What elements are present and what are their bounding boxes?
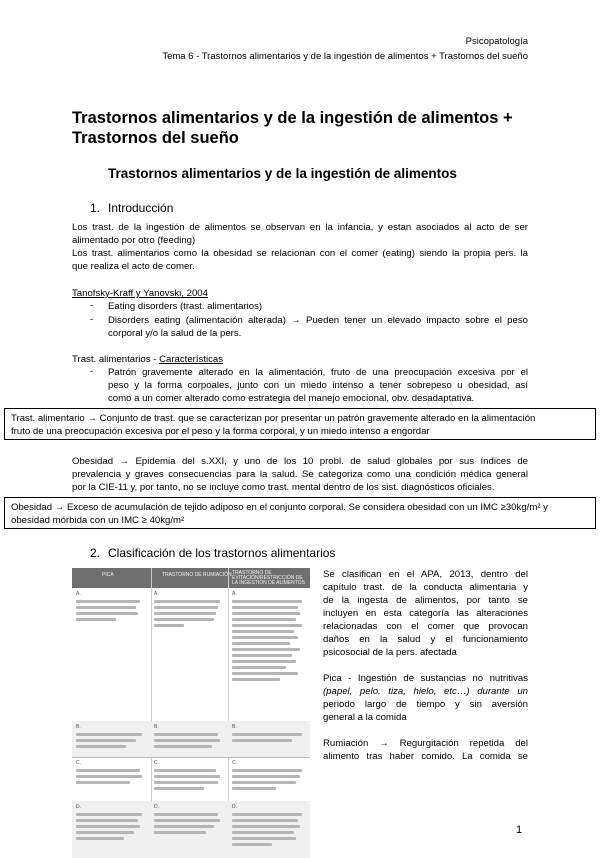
row-letter: A. [154,591,159,597]
table-row [72,588,310,722]
header-subtitle: Tema 6 - Trastornos alimentarios y de la ingestión de alimentos + Trastornos del sueño [162,51,528,62]
obesity-line: por la CIE-11 y, por tanto, no se incluye como trast. mental dentro de los sist. diagnósticos oficiales. [72,482,495,493]
definition-line: obesidad mórbida con un IMC ≥ 40kg/m² [11,515,185,526]
bullet-item-cont: corporal y/o la salud de la pers. [108,328,242,339]
section-1-title: Introducción [108,201,174,215]
classification-table-image [72,568,310,858]
row-letter: D. [154,804,159,810]
definition-line: Obesidad → Exceso de acumulación de tejido adiposo en el conjunto corporal. Se considera obesidad con un IMC ≥30kg/m² y [11,502,548,513]
pica-line: (papel, pelo, tiza, hielo, etc…) durante un [323,686,528,697]
document-title: Trastornos alimentarios y de la ingestión de alimentos + Trastornos del sueño [72,109,513,147]
classification-line: Se clasifican en el APA, 2013, dentro del [323,569,528,580]
caract-link[interactable]: Características [159,354,224,365]
caract-line: como a un comer alterado como estrategia del manejo emocional, obv. desadaptativa. [108,393,475,404]
intro-line: Los trast. alimentarios como la obesidad se relacionan con el comer (eating) siendo la propia pers. la [72,248,528,259]
section-2-title: Clasificación de los trastornos alimentarios [108,546,336,560]
rumiacion-line: alimento tras haber comido. La comida se [323,751,528,762]
bullet-dash: - [90,300,94,311]
obesity-line: Obesidad → Epidemia del s.XXI, y uno de los 10 probl. de salud globales por sus índices de [72,456,528,467]
intro-line: alimentado por otro (feeding) [72,235,196,246]
table-header-evitacion: TRASTORNO DE EVITACIÓN/RESTRICCIÓN DE LA INGESTIÓN DE ALIMENTOS [232,570,305,586]
row-letter: B. [232,724,237,730]
obesity-line: prevalencia y graves consecuencias para la salud. Se categoriza como una condición médica general [72,469,528,480]
classification-line: daños en la salud y el funcionamiento [323,634,528,645]
rumiacion-line: Rumiación → Regurgitación repetida del [323,738,528,749]
reference-link[interactable]: Tanofsky-Kraff y Yanovski, 2004 [72,288,208,299]
pica-line: Pica - Ingestión de sustancias no nutritivas [323,673,528,684]
bullet-item: Disorders eating (alimentación alterada) → Pueden tener un elevado impacto sobre el peso [108,315,528,326]
row-letter: D. [232,804,237,810]
definition-box-obesidad [4,497,596,529]
table-header-rumiacion: TRASTORNO DE RUMIACIÓN [162,572,232,578]
row-letter: B. [154,724,159,730]
classification-line: capítulo trast. de la conducta alimentaria y [323,582,528,593]
definition-box-trastorno [4,408,596,440]
header-subject: Psicopatología [465,36,528,47]
row-letter: B. [76,724,81,730]
section-1-number: 1. [90,201,101,215]
caract-line: peso y la forma corpoales, junto con un miedo intenso a tener sobrepeso u obesidad, así [108,380,528,391]
classification-line: incluyen en esta categoría las alteraciones [323,608,528,619]
row-letter: A. [232,591,237,597]
table-row [72,757,310,802]
table-header-row [72,568,310,588]
row-letter: C. [76,760,81,766]
row-letter: D. [76,804,81,810]
table-header-pica: PICA [102,572,114,578]
pica-line: general a la comida [323,712,407,723]
caract-line: Patrón gravemente alterado en la alimentación, fruto de una preocupación excesiva por el [108,367,528,378]
classification-line: de la ingesta de alimentos, por tanto se [323,595,528,606]
bullet-item: Eating disorders (trast. alimentarios) [108,301,263,312]
row-letter: A. [76,591,81,597]
bullet-dash: - [90,314,94,325]
table-row [72,721,310,758]
table-row [72,801,310,858]
section-title: Trastornos alimentarios y de la ingestión de alimentos [108,166,457,181]
caract-prefix: Trast. alimentarios - [72,354,160,365]
classification-line: psicosocial de la pers. afectada [323,647,457,658]
bullet-dash: - [90,366,94,377]
pica-line: periodo largo de tiempo y sin aversión [323,699,528,710]
classification-line: relacionadas con el comer que provocan [323,621,528,632]
intro-line: Los trast. de la ingestión de alimentos se observan en la infancia, y estan asociados al acto de ser [72,222,528,233]
definition-line: fruto de una preocupación excesiva por el peso y la forma corporal, y un miedo intenso a engordar [11,426,430,437]
row-letter: C. [154,760,159,766]
row-letter: C. [232,760,237,766]
page-number: 1 [516,824,523,836]
section-2-number: 2. [90,546,101,560]
intro-line: que realiza el acto de comer. [72,261,195,272]
definition-line: Trast. alimentario → Conjunto de trast. que se caracterizan por presentar un patrón gravemente alterado en la alimentación [11,413,536,424]
caract-heading [72,353,223,366]
